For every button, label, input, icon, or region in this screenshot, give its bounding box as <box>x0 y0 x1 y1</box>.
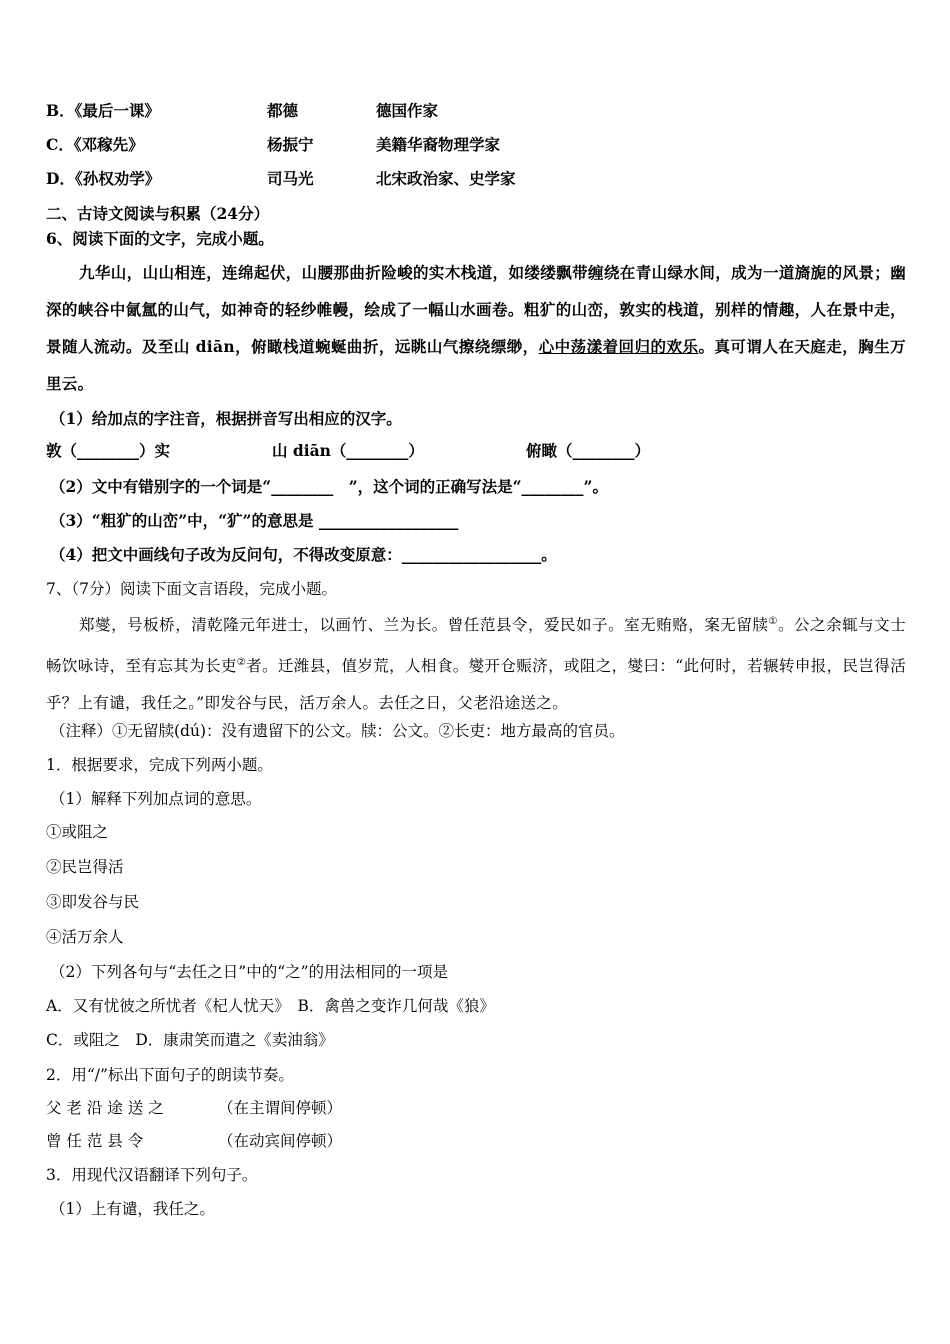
rhythm-1-note: （在主谓间停顿） <box>218 1099 343 1117</box>
q6-sub3: （3）“粗犷的山峦”中，“犷”的意思是 __________________ <box>50 511 459 530</box>
q7-q2: 2．用“/”标出下面句子的朗读节奏。 <box>46 1066 294 1084</box>
option-d-row <box>46 168 516 190</box>
q7-item-1: ①或阻之 <box>46 823 109 841</box>
q7-item-2: ②民岂得活 <box>46 858 124 876</box>
q7-q3-1: （1）上有谴，我任之。 <box>50 1200 215 1218</box>
option-b-row <box>46 100 439 122</box>
rhythm-row-1 <box>46 1097 343 1119</box>
q7-passage <box>46 603 906 722</box>
q7-note: （注释）①无留牍(dú)：没有遗留下的公文。牍：公文。②长吏：地方最高的官员。 <box>50 722 625 740</box>
note-mark-2: ② <box>236 657 247 669</box>
q6-sub1: （1）给加点的字注音，根据拼音写出相应的汉字。 <box>50 409 402 428</box>
option-b-desc: 德国作家 <box>376 101 439 120</box>
rhythm-1-text: 父 老 沿 途 送 之 <box>46 1099 164 1117</box>
option-c-row <box>46 134 501 156</box>
q7-passage-part3: 者。迁潍县，值岁荒，人相食。燮开仓赈济，或阻之，燮曰：“此何时，若辗转申报，民岂得活乎？上有谴，我任之。”即发谷与民，活万余人。去任之日，父老沿途送之。 <box>46 657 906 713</box>
q6-underlined-sentence: 心中荡漾着回归的欢乐 <box>538 337 699 356</box>
option-c-author: 杨振宁 <box>267 135 314 154</box>
q7-q1-1: （1）解释下列加点词的意思。 <box>50 790 262 808</box>
q6-passage <box>46 254 906 402</box>
option-c-desc: 美籍华裔物理学家 <box>376 135 501 154</box>
q7-q3: 3．用现代汉语翻译下列句子。 <box>46 1166 258 1184</box>
q7-item-4: ④活万余人 <box>46 928 124 946</box>
q6-title: 6、阅读下面的文字，完成小题。 <box>46 229 274 248</box>
q7-passage-part2: 。公之余辄与文士畅饮咏诗，至有忘其为长吏 <box>46 616 907 676</box>
q6-blank-3: 俯瞰（________） <box>526 441 651 460</box>
q7-passage-part1: 郑燮，号板桥，清乾隆元年进士，以画竹、兰为长。曾任范县令，爱民如子。室无贿赂，案无留牍 <box>79 616 769 635</box>
option-c-label: C．《邓稼先》 <box>46 135 144 154</box>
rhythm-2-note: （在动宾间停顿） <box>218 1132 343 1150</box>
q6-sub2: （2）文中有错别字的一个词是“________ ”，这个词的正确写法是“________”。 <box>50 477 608 496</box>
q6-sub4: （4）把文中画线句子改为反问句，不得改变原意：__________________。 <box>50 545 557 564</box>
option-d-author: 司马光 <box>267 169 314 188</box>
q7-item-3: ③即发谷与民 <box>46 893 140 911</box>
q6-blanks-row <box>46 440 651 462</box>
section-2-title: 二、古诗文阅读与积累（24分） <box>46 204 270 223</box>
q7-title: 7、（7分）阅读下面文言语段，完成小题。 <box>46 580 337 598</box>
q7-options-ab: A．又有忧彼之所忧者《杞人忧天》 B．禽兽之变诈几何哉《狼》 <box>46 997 495 1015</box>
q7-options-cd: C．或阻之 D．康肃笑而遣之《卖油翁》 <box>46 1031 334 1049</box>
q6-blank-1: 敦（________）实 <box>46 441 171 460</box>
q6-passage-after: 。真可谓人在天庭走，胸生万里云。 <box>46 337 906 393</box>
note-mark-1: ① <box>768 616 778 627</box>
q6-passage-before: 九华山，山山相连，连绵起伏，山腰那曲折险峻的实木栈道，如缕缕飘带缠绕在青山绿水间，成为一道旖旎的风景；幽深的峡谷中氤氲的山气，如神奇的轻纱帷幔，绘成了一幅山水画卷。粗犷的山峦，敦实的栈道，别样的情趣，人在景中走，景随人流动。及至山 diān，俯瞰栈道蜿蜒曲折，远眺山气擦绕缥缈， <box>46 263 906 356</box>
option-b-label: B．《最后一课》 <box>46 101 160 120</box>
option-d-desc: 北宋政治家、史学家 <box>376 169 516 188</box>
q6-blank-2: 山 diān（________） <box>272 441 424 460</box>
option-d-label: D．《孙权劝学》 <box>46 169 161 188</box>
q7-q1: 1．根据要求，完成下列两小题。 <box>46 756 273 774</box>
rhythm-row-2 <box>46 1130 343 1152</box>
q7-q1-2: （2）下列各句与“去任之日”中的“之”的用法相同的一项是 <box>50 963 449 981</box>
rhythm-2-text: 曾 任 范 县 令 <box>46 1132 144 1150</box>
option-b-author: 都德 <box>267 101 299 120</box>
